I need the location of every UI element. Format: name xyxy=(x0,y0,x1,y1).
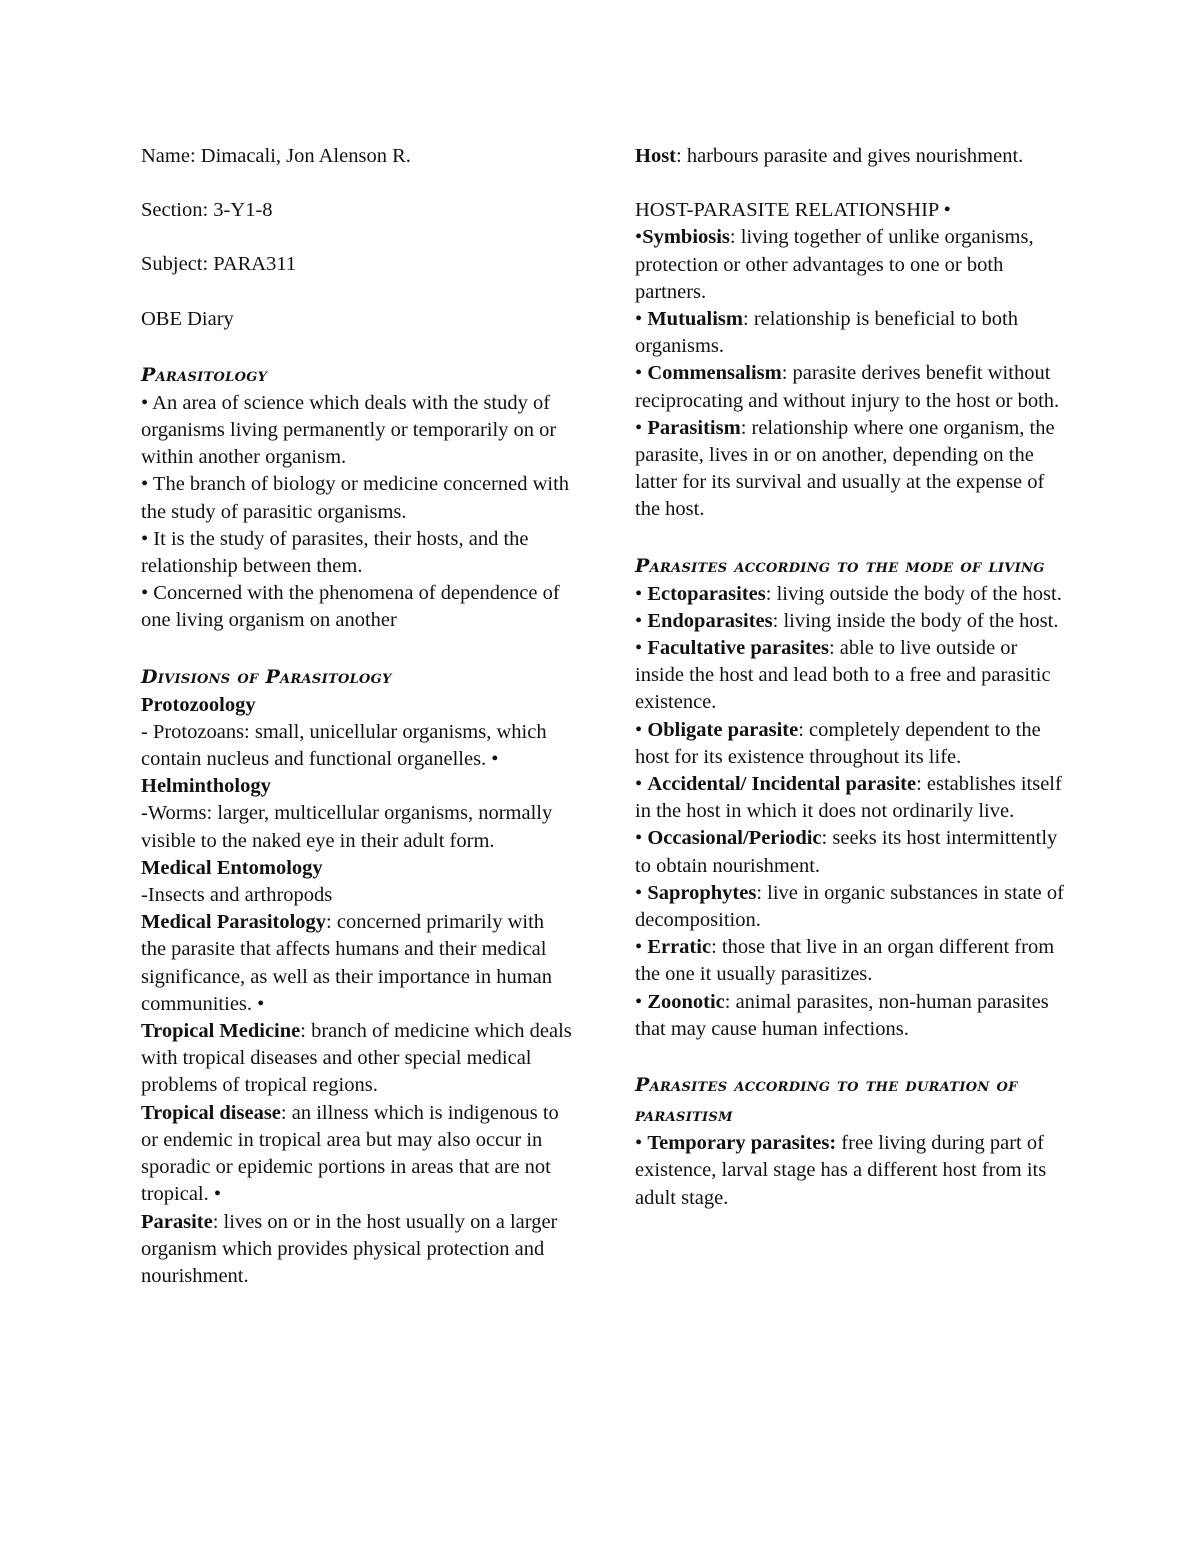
parasitology-heading: Parasitology xyxy=(141,363,268,386)
temporary-term: Temporary parasites: xyxy=(647,1132,837,1155)
temporary-entry xyxy=(635,1130,1067,1212)
saprophytes-term: Saprophytes xyxy=(647,881,757,904)
commensalism-entry xyxy=(635,360,1067,414)
parasite-desc: : lives on or in the host usually on a larger organism which provides physical protection and nourishment. xyxy=(141,1210,558,1287)
saprophytes-entry xyxy=(635,880,1067,934)
host-desc: : harbours parasite and gives nourishment. xyxy=(676,145,1024,167)
protozoology-term: Protozoology xyxy=(141,693,256,716)
obligate-entry xyxy=(635,717,1067,771)
student-name: Name: Dimacali, Jon Alenson R. xyxy=(141,145,411,167)
bullet: • xyxy=(635,881,648,904)
parasitology-bullet-1: • An area of science which deals with the study of organisms living permanently or temporarily on or within another organism. xyxy=(141,391,557,469)
left-column xyxy=(141,143,573,1290)
tropical-medicine-entry xyxy=(141,1018,573,1100)
mode-of-living-heading: Parasites according to the mode of living xyxy=(635,554,1045,577)
parasitism-desc: : relationship where one organism, the parasite, lives in or on another, depending on the latter for its survival and usually at the expense of the host. xyxy=(635,416,1055,521)
facultative-desc: : able to live outside or inside the host and lead both to a free and parasitic existence. xyxy=(635,637,1051,714)
bullet: • xyxy=(635,416,648,439)
parasite-term: Parasite xyxy=(141,1210,213,1233)
commensalism-desc: : parasite derives benefit without reciprocating and without injury to the host or both. xyxy=(635,362,1060,412)
temporary-desc: free living during part of existence, larval stage has a different host from its adult stage. xyxy=(635,1132,1047,1209)
mutualism-entry xyxy=(635,306,1067,360)
accidental-desc: : establishes itself in the host in which it does not ordinarily live. xyxy=(635,773,1062,823)
ectoparasites-entry xyxy=(635,581,1067,608)
endoparasites-entry xyxy=(635,608,1067,635)
obligate-desc: : completely dependent to the host for its existence throughout its life. xyxy=(635,718,1041,768)
helminthology-desc: -Worms: larger, multicellular organisms, normally visible to the naked eye in their adult form. xyxy=(141,802,553,852)
parasitology-bullet-2: • The branch of biology or medicine concerned with the study of parasitic organisms. xyxy=(141,473,570,523)
ectoparasites-term: Ectoparasites xyxy=(647,582,766,605)
subject-code: Subject: PARA311 xyxy=(141,253,297,276)
bullet: • xyxy=(635,308,648,331)
erratic-desc: : those that live in an organ different from the one it usually parasitizes. xyxy=(635,936,1055,986)
ectoparasites-desc: : living outside the body of the host. xyxy=(765,582,1062,605)
right-column xyxy=(635,143,1067,1212)
medical-parasitology-entry xyxy=(141,909,573,1018)
accidental-entry xyxy=(635,771,1067,825)
host-entry xyxy=(635,143,1067,170)
zoonotic-term: Zoonotic xyxy=(647,990,725,1013)
bullet: • xyxy=(635,362,648,385)
obligate-term: Obligate parasite xyxy=(647,718,799,741)
entomology-desc: -Insects and arthropods xyxy=(141,884,333,907)
host-term: Host xyxy=(635,145,676,167)
symbiosis-desc: : living together of unlike organisms, protection or other advantages to one or both partners. xyxy=(635,226,1034,303)
occasional-desc: : seeks its host intermittently to obtain nourishment. xyxy=(635,827,1058,877)
facultative-term: Facultative parasites xyxy=(647,637,829,660)
bullet: • xyxy=(635,773,648,796)
zoonotic-entry xyxy=(635,989,1067,1043)
zoonotic-desc: : animal parasites, non-human parasites that may cause human infections. xyxy=(635,990,1049,1040)
divisions-heading: Divisions of Parasitology xyxy=(141,665,392,688)
erratic-entry xyxy=(635,934,1067,988)
symbiosis-term: Symbiosis xyxy=(642,226,730,249)
tropical-disease-desc: : an illness which is indigenous to or endemic in tropical area but may also occur in sporadic or epidemic portions in areas that are not tropical. • xyxy=(141,1101,559,1206)
bullet: • xyxy=(635,990,648,1013)
bullet: • xyxy=(635,936,648,959)
medical-parasitology-desc: : concerned primarily with the parasite that affects humans and their medical significance, as well as their importance in human communities. • xyxy=(141,911,553,1015)
tropical-medicine-term: Tropical Medicine xyxy=(141,1020,301,1043)
parasitism-term: Parasitism xyxy=(647,416,741,439)
bullet: • xyxy=(635,718,648,741)
bullet: • xyxy=(635,637,648,660)
parasitology-bullet-3: • It is the study of parasites, their hosts, and the relationship between them. xyxy=(141,527,529,578)
tropical-medicine-desc: : branch of medicine which deals with tropical diseases and other special medical problems of tropical regions. xyxy=(141,1020,572,1097)
protozoology-desc: - Protozoans: small, unicellular organisms, which contain nucleus and functional organelles. • xyxy=(141,720,547,771)
tropical-disease-term: Tropical disease xyxy=(141,1101,281,1124)
bullet: • xyxy=(635,609,648,632)
occasional-term: Occasional/Periodic xyxy=(647,827,822,850)
facultative-entry xyxy=(635,635,1067,717)
symbiosis-entry xyxy=(635,224,1067,306)
tropical-disease-entry xyxy=(141,1100,573,1209)
commensalism-term: Commensalism xyxy=(647,362,782,385)
diary-label: OBE Diary xyxy=(141,307,234,330)
endoparasites-term: Endoparasites xyxy=(647,609,773,632)
bullet: • xyxy=(635,226,643,249)
duration-heading: Parasites according to the duration of parasitism xyxy=(635,1074,1018,1127)
endoparasites-desc: : living inside the body of the host. xyxy=(772,609,1059,632)
bullet: • xyxy=(635,582,648,605)
mutualism-desc: : relationship is beneficial to both organisms. xyxy=(635,308,1018,358)
mutualism-term: Mutualism xyxy=(647,308,743,331)
parasite-entry xyxy=(141,1209,573,1291)
entomology-term: Medical Entomology xyxy=(141,856,323,879)
accidental-term: Accidental/ Incidental parasite xyxy=(647,773,917,796)
parasitism-entry xyxy=(635,415,1067,524)
relationship-heading: HOST-PARASITE RELATIONSHIP • xyxy=(635,199,951,222)
parasitology-bullet-4: • Concerned with the phenomena of dependence of one living organism on another xyxy=(141,582,560,632)
bullet: • xyxy=(635,827,648,850)
erratic-term: Erratic xyxy=(647,936,712,959)
bullet: • xyxy=(635,1132,648,1155)
medical-parasitology-term: Medical Parasitology xyxy=(141,911,327,934)
helminthology-term: Helminthology xyxy=(141,775,271,798)
saprophytes-desc: : live in organic substances in state of decomposition. xyxy=(635,881,1064,932)
student-section: Section: 3-Y1-8 xyxy=(141,199,273,222)
occasional-entry xyxy=(635,825,1067,879)
